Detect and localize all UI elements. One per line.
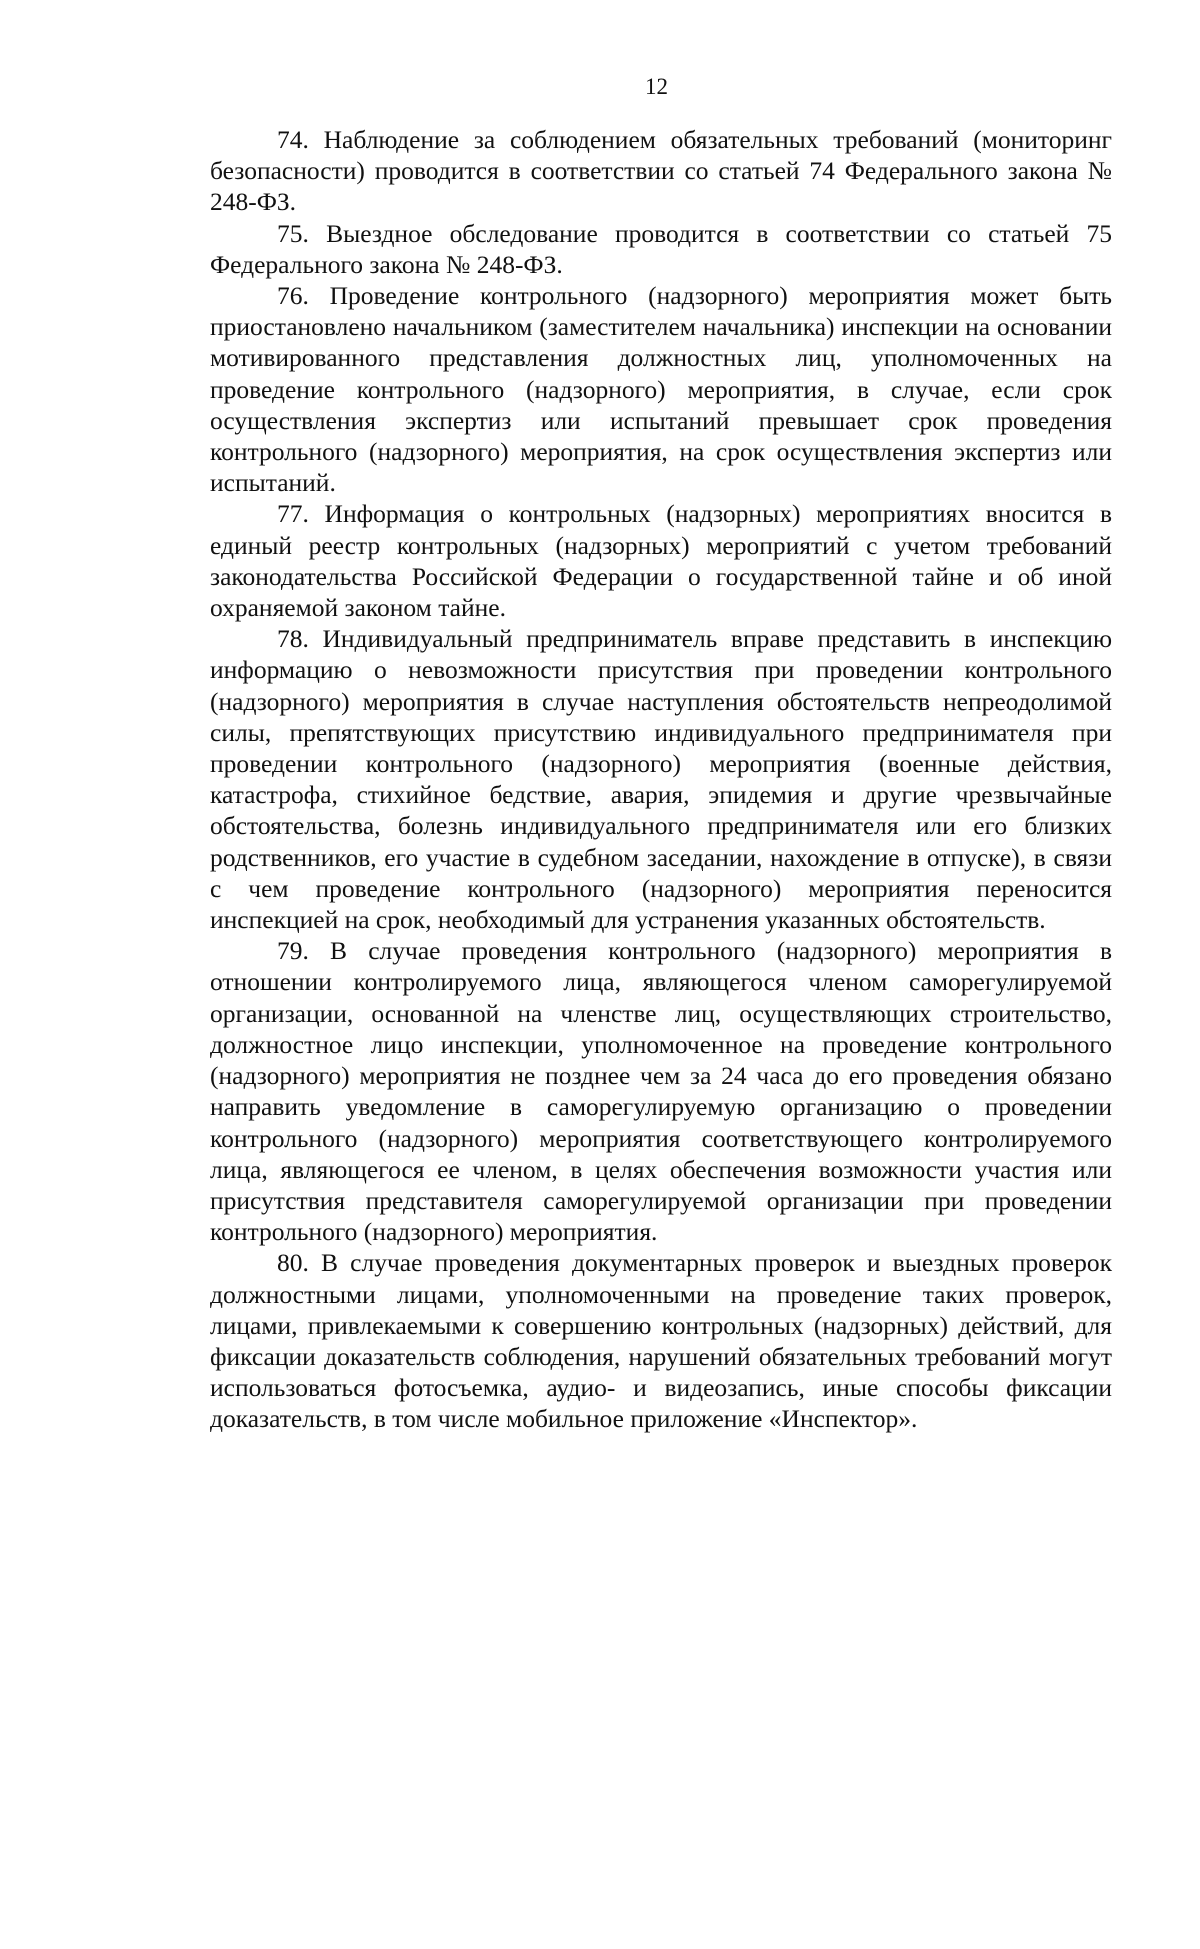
page-number: 12	[645, 74, 668, 99]
paragraph-74: 74. Наблюдение за соблюдением обязательных требований (мониторинг безопасности) проводится в соответствии со статьей 74 Федерального закона № 248-ФЗ.	[210, 125, 1112, 217]
paragraph-78: 78. Индивидуальный предприниматель вправе представить в инспекцию информацию о невозможности присутствия при проведении контрольного (надзорного) мероприятия в случае наступления обстоятельств непреодолимой силы, препятствующих присутствию индивидуального предпринимателя при проведении контрольного (надзорного) мероприятия (военные действия, катастрофа, стихийное бедствие, авария, эпидемия и другие чрезвычайные обстоятельства, болезнь индивидуального предпринимателя или его близких родственников, его участие в судебном заседании, нахождение в отпуске), в связи с чем проведение контрольного (надзорного) мероприятия переносится инспекцией на срок, необходимый для устранения указанных обстоятельств.	[210, 624, 1112, 935]
paragraph-79: 79. В случае проведения контрольного (надзорного) мероприятия в отношении контролируемого лица, являющегося членом саморегулируемой организации, основанной на членстве лиц, осуществляющих строительство, должностное лицо инспекции, уполномоченное на проведение контрольного (надзорного) мероприятия не позднее чем за 24 часа до его проведения обязано направить уведомление в саморегулируемую организацию о проведении контрольного (надзорного) мероприятия соответствующего контролируемого лица, являющегося ее членом, в целях обеспечения возможности участия или присутствия представителя саморегулируемой организации при проведении контрольного (надзорного) мероприятия.	[210, 936, 1112, 1247]
document-body	[210, 124, 1112, 1435]
paragraph-75: 75. Выездное обследование проводится в соответствии со статьей 75 Федерального закона № 248-ФЗ.	[210, 218, 1112, 279]
paragraph-77: 77. Информация о контрольных (надзорных) мероприятиях вносится в единый реестр контрольных (надзорных) мероприятий с учетом требований законодательства Российской Федерации о государственной тайне и об иной охраняемой законом тайне.	[210, 499, 1112, 623]
paragraph-76: 76. Проведение контрольного (надзорного) мероприятия может быть приостановлено начальником (заместителем начальника) инспекции на основании мотивированного представления должностных лиц, уполномоченных на проведение контрольного (надзорного) мероприятия, в случае, если срок осуществления экспертиз или испытаний превышает срок проведения контрольного (надзорного) мероприятия, на срок осуществления экспертиз или испытаний.	[210, 281, 1112, 498]
paragraph-80: 80. В случае проведения документарных проверок и выездных проверок должностными лицами, уполномоченными на проведение таких проверок, лицами, привлекаемыми к совершению контрольных (надзорных) действий, для фиксации доказательств соблюдения, нарушений обязательных требований могут использоваться фотосъемка, аудио- и видеозапись, иные способы фиксации доказательств, в том числе мобильное приложение «Инспектор».	[210, 1248, 1112, 1434]
